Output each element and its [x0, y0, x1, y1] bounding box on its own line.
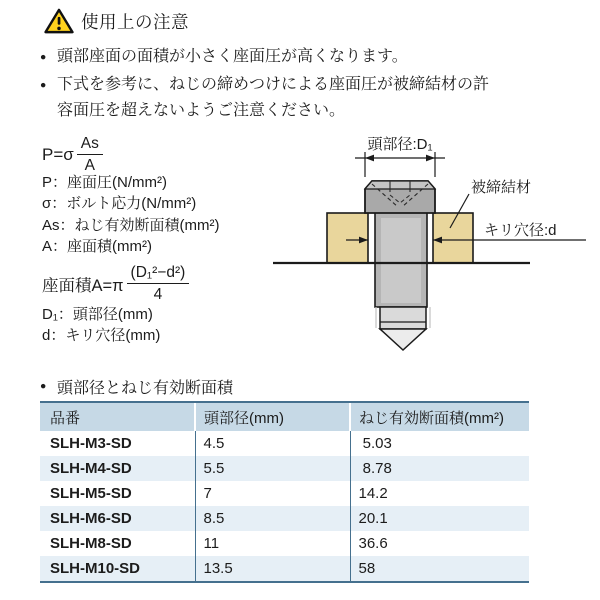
column-header-part: 品番	[40, 402, 195, 431]
fraction	[77, 134, 103, 175]
head-diameter-value: 5.5	[195, 456, 350, 481]
definition-line: A：座面積(mm²)	[42, 237, 152, 255]
head-diameter-value: 4.5	[195, 431, 350, 456]
table-row	[40, 531, 529, 556]
bearing-area-formula	[42, 263, 189, 304]
bolt-cross-section-diagram	[268, 128, 590, 363]
table-row	[40, 431, 529, 456]
material-label: 被締結材	[471, 179, 532, 196]
fraction-numerator: (D₁²−d²)	[127, 263, 190, 284]
fraction-denominator: A	[84, 157, 95, 174]
note-item: ● 下式を参考に、ねじの締めつけによる座面圧が被締結材の許容面圧を超えないようご注意ください。	[40, 72, 498, 125]
fraction-denominator: 4	[153, 286, 163, 303]
note-item: ● 頭部座面の面積が小さく座面圧が高くなります。	[40, 44, 498, 71]
definition-line: σ：ボルト応力(N/mm²)	[42, 195, 197, 213]
part-number: SLH-M6-SD	[50, 510, 132, 527]
thread-area-value: 14.2	[350, 481, 529, 506]
head-diameter-dimension	[355, 152, 445, 177]
definition-line: P：座面圧(N/mm²)	[42, 174, 167, 191]
part-number: SLH-M8-SD	[50, 535, 132, 552]
thread-area-value: 36.6	[350, 531, 529, 556]
formula-lhs: 座面積A=π	[42, 276, 124, 295]
table-header-row	[40, 402, 529, 431]
table-caption: ● 頭部径とねじ有効断面積	[40, 375, 233, 398]
warning-triangle-icon	[44, 8, 74, 34]
bearing-pressure-formula	[42, 134, 103, 175]
thread-area-value: 8.78	[350, 456, 529, 481]
bolt-tip-point	[380, 329, 426, 350]
formula1-definitions	[42, 172, 219, 257]
thread-area-value: 5.03	[350, 431, 529, 456]
bolt-shank-highlight	[381, 218, 421, 303]
bolt-tip-neck	[380, 307, 426, 329]
hole-diameter-label: キリ穴径:d	[484, 222, 557, 239]
table-row	[40, 506, 529, 531]
bolt-head-top-face	[365, 181, 435, 189]
thread-area-value: 58	[350, 556, 529, 582]
head-diameter-value: 11	[195, 531, 350, 556]
dimension-arrow-left	[365, 155, 374, 162]
notes-list	[40, 44, 498, 126]
fraction	[127, 263, 190, 304]
warning-header	[44, 8, 189, 34]
head-diameter-value: 8.5	[195, 506, 350, 531]
definition-line: D₁：頭部径(mm)	[42, 306, 153, 323]
table-row	[40, 556, 529, 582]
column-header-area: ねじ有効断面積(mm²)	[350, 402, 529, 431]
formula-lhs: P=σ	[42, 144, 74, 164]
fraction-numerator: As	[77, 134, 103, 155]
definition-line: As：ねじ有効断面積(mm²)	[42, 216, 220, 234]
formula2-definitions	[42, 304, 160, 347]
thread-area-value: 20.1	[350, 506, 529, 531]
part-number: SLH-M10-SD	[50, 560, 141, 577]
column-header-dia: 頭部径(mm)	[195, 402, 350, 431]
part-number: SLH-M5-SD	[50, 485, 132, 502]
page-title: 使用上の注意	[81, 11, 189, 32]
spec-table-wrap	[40, 401, 529, 583]
dimension-arrow-right	[426, 155, 435, 162]
head-diameter-value: 13.5	[195, 556, 350, 582]
part-number: SLH-M4-SD	[50, 460, 132, 477]
table-row	[40, 481, 529, 506]
head-diameter-label: 頭部径:D₁	[367, 136, 433, 153]
head-diameter-value: 7	[195, 481, 350, 506]
definition-line: d：キリ穴径(mm)	[42, 327, 161, 345]
table-row	[40, 456, 529, 481]
spec-table	[40, 401, 529, 583]
part-number: SLH-M3-SD	[50, 435, 132, 452]
